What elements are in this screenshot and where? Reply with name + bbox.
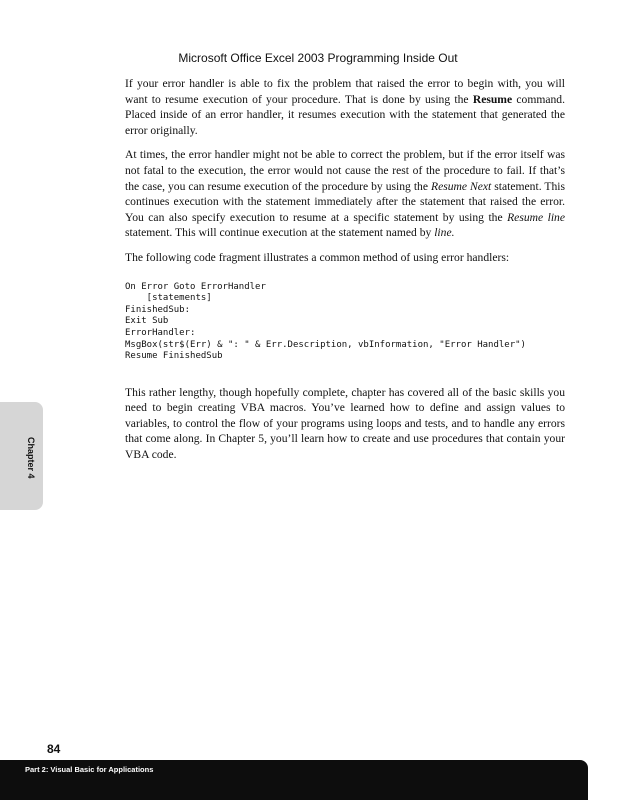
line-term: line.	[434, 226, 455, 240]
paragraph-chapter-summary: This rather lengthy, though hopefully complete, chapter has covered all of the basic skills you need to begin creating VBA macros. You’ve learned how to define and assign values to variables, to control the flow of your programs using loops and tests, and to handle any errors that come along. In Chapter 5, you’ll learn how to create and use procedures that contain your VBA code.	[125, 385, 565, 462]
resume-next-term: Resume Next	[430, 179, 492, 193]
part-label: Part 2: Visual Basic for Applications	[25, 765, 154, 774]
body-text	[125, 76, 565, 472]
chapter-tab-label: Chapter 4	[26, 437, 36, 479]
code-line: Exit Sub	[125, 316, 169, 327]
code-fragment	[125, 282, 565, 363]
chapter-tab	[0, 402, 43, 510]
resume-keyword: Resume	[472, 92, 513, 106]
paragraph-resume-next: At times, the error handler might not be able to correct the problem, but if the error itself was not fatal to the execution, the error would not cause the rest of the procedure to fail. If that’s the case, you can resume execution of the procedure by using the Resume Next statement. This continues execution with the statement immediately after the statement that raised the error. You can also specify execution to resume at a specific statement by using the Resume line statement. This will continue execution at the statement named by line.	[125, 148, 566, 240]
resume-line-term: Resume line	[507, 210, 566, 224]
code-line: FinishedSub:	[125, 304, 191, 315]
code-line: On Error Goto ErrorHandler	[125, 281, 266, 292]
code-line: [statements]	[125, 293, 212, 304]
code-line: Resume FinishedSub	[125, 351, 223, 362]
paragraph-resume: If your error handler is able to fix the problem that raised the error to begin with, you will want to resume execution of your procedure. That is done by using the Resume command. Placed inside of an error handler, it resumes execution with the statement that generated the error originally.	[125, 77, 566, 137]
running-header: Microsoft Office Excel 2003 Programming Inside Out	[178, 51, 458, 65]
footer-bar	[0, 760, 588, 800]
code-line: ErrorHandler:	[125, 327, 196, 338]
code-line: MsgBox(str$(Err) & ": " & Err.Description, vbInformation, "Error Handler")	[125, 339, 526, 350]
paragraph-code-intro: The following code fragment illustrates a common method of using error handlers:	[125, 250, 510, 264]
page-number: 84	[47, 742, 61, 756]
